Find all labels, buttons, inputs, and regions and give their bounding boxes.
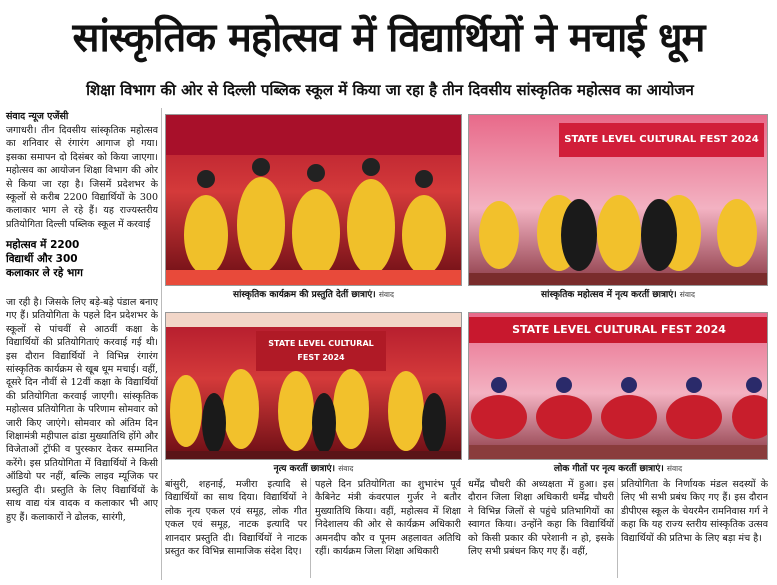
column-2-text: बांसुरी, शहनाई, मजीरा इत्यादि से विद्यार्थियों का साथ दिया। विद्यार्थियों ने लोक नृत्य एकल एवं समूह, लोक गीत एकल एवं समूह, नाटक इत्यादि पर शानदार प्रस्तुति दी। विद्यार्थियों ने नाटक प्रस्तुत कर विभिन्न सामाजिक संदेश दिए। bbox=[165, 479, 307, 558]
dancers-illustration bbox=[166, 313, 462, 460]
column-1-bottom bbox=[6, 296, 158, 580]
dancers-illustration bbox=[469, 313, 768, 460]
byline: संवाद न्यूज एजेंसी bbox=[6, 111, 69, 122]
pullquote-line: महोत्सव में 2200 bbox=[6, 239, 80, 251]
column-4-text: धर्मेंद्र चौधरी की अध्यक्षता में हुआ। इस दौरान जिला शिक्षा अधिकारी धर्मेंद्र चौधरी ने विभिन्न जिलों से पहुंचे प्रतिभागियों का स्वागत किया। उन्होंने कहा कि विद्यार्थियों को किसी प्रकार की परेशानी न हो, इसके लिए सभी प्रबंधन किए गए हैं। वहीं, bbox=[468, 479, 614, 558]
caption-source: संवाद bbox=[666, 464, 683, 473]
caption-text: लोक गीतों पर नृत्य करतीं छात्राएं। bbox=[553, 464, 664, 474]
photo-1-caption bbox=[165, 288, 462, 302]
column-divider bbox=[617, 478, 618, 578]
column-5-text: प्रतियोगिता के निर्णायक मंडल सदस्यों के लिए भी सभी प्रबंध किए गए हैं। इस दौरान डीपीएस स्कूल के चेयरमैन रामनिवास गर्ग ने कहा कि यह राज्य स्तरीय सांस्कृतिक उत्सव विद्यार्थियों की प्रतिभा के लिए बड़ा मंच है। bbox=[621, 479, 768, 544]
caption-source: संवाद bbox=[679, 290, 695, 299]
column-3-text: पहले दिन प्रतियोगिता का शुभारंभ पूर्व कैबिनेट मंत्री कंवरपाल गुर्जर ने बतौर मुख्यातिथि किया। वहीं, महोत्सव में शिक्षा निदेशालय की ओर से कार्यक्रम अधिकारी अमनदीप कौर व पूनम अहलावत अतिथि रहीं। कार्यक्रम जिला शिक्षा अधिकारी bbox=[315, 479, 461, 558]
fest-banner-text: STATE LEVEL CULTURAL FEST 2024 bbox=[564, 134, 759, 145]
headline: सांस्कृतिक महोत्सव में विद्यार्थियों ने मचाई धूम bbox=[72, 15, 705, 61]
subheadline: शिक्षा विभाग की ओर से दिल्ली पब्लिक स्कूल में किया जा रहा है तीन दिवसीय सांस्कृतिक महोत्सव का आयोजन bbox=[86, 81, 694, 99]
column-1-bottom-text: जा रही है। जिसके लिए बड़े-बड़े पंडाल बनाए गए हैं। प्रतियोगिता के पहले दिन प्रदेशभर के स्कूलों से पांचवीं से आठवीं कक्षा के विद्यार्थियों की प्रतियोगिताएं करवाई गई थी। इस दौरान विद्यार्थियों ने विभिन्न रंगारंग सांस्कृतिक कार्यक्रम से खूब धूम मचाई। वहीं, दूसरे दिन नौवीं से 12वीं कक्षा के विद्यार्थियों की प्रतियोगिता करवाई जाएगी। सांस्कृतिक महोत्सव प्रतियोगिता के परिणाम सोमवार को जारी किए जाएंगे। सोमवार को अंतिम दिन शिक्षामंत्री महीपाल ढांडा मुख्यातिथि होंगे और विजेताओं ट्रॉफी व पुरस्कार देकर सम्मानित करेंगे। इस प्रतियोगिता में विद्यार्थियों ने किसी ऑडियो पर नहीं, बल्कि लाइव म्यूजिक पर प्रस्तुति दी। प्रस्तुति के लिए विद्यार्थियों के साथ वाद्य यंत्र वादक व कलाकार भी आए हुए हैं। कलाकारों ने ढोलक, सारंगी, bbox=[6, 297, 158, 523]
pullquote-line: विद्यार्थी और 300 bbox=[6, 253, 78, 265]
caption-source: संवाद bbox=[338, 464, 354, 473]
caption-source: संवाद bbox=[378, 290, 394, 299]
dancers-illustration bbox=[166, 115, 462, 286]
caption-text: सांस्कृतिक महोत्सव में नृत्य करतीं छात्राएं। bbox=[541, 290, 677, 300]
pullquote bbox=[6, 238, 110, 280]
fest-banner-text: STATE LEVEL CULTURAL FEST 2024 bbox=[268, 339, 374, 362]
pullquote-line: कलाकार ले रहे भाग bbox=[6, 267, 83, 279]
photo-2-caption bbox=[468, 288, 768, 302]
column-3 bbox=[315, 478, 461, 580]
column-2 bbox=[165, 478, 307, 580]
column-1-top-text: जगाधरी। तीन दिवसीय सांस्कृतिक महोत्सव का शनिवार से रंगारंग आगाज हो गया। इसका समापन दो दिसंबर को किया जाएगा। महोत्सव का आयोजन शिक्षा विभाग की ओर से किया जा रहा है। जिसमें प्रदेशभर के स्कूलों से करीब 2200 विद्यार्थियों के 300 कलाकार भाग ले रहे हैं। यह राज्यस्तरीय प्रतियोगिता दिल्ली पब्लिक स्कूल में करवाई bbox=[6, 125, 158, 230]
photo-dancers-2 bbox=[468, 114, 768, 286]
dancers-illustration bbox=[469, 115, 768, 286]
fest-banner-text: STATE LEVEL CULTURAL FEST 2024 bbox=[512, 323, 726, 336]
column-5 bbox=[621, 478, 768, 580]
photo-3-caption bbox=[165, 462, 462, 476]
column-divider bbox=[310, 478, 311, 578]
photo-4-caption bbox=[468, 462, 768, 476]
photo-dancers-3 bbox=[165, 312, 462, 460]
caption-text: सांस्कृतिक कार्यक्रम की प्रस्तुति देतीं छात्राएं। bbox=[233, 290, 376, 300]
column-1-top bbox=[6, 124, 158, 236]
photo-dancers-4 bbox=[468, 312, 768, 460]
column-4 bbox=[468, 478, 614, 580]
photo-dancers-1 bbox=[165, 114, 462, 286]
caption-text: नृत्य करतीं छात्राएं। bbox=[273, 464, 336, 474]
column-divider bbox=[161, 108, 162, 580]
